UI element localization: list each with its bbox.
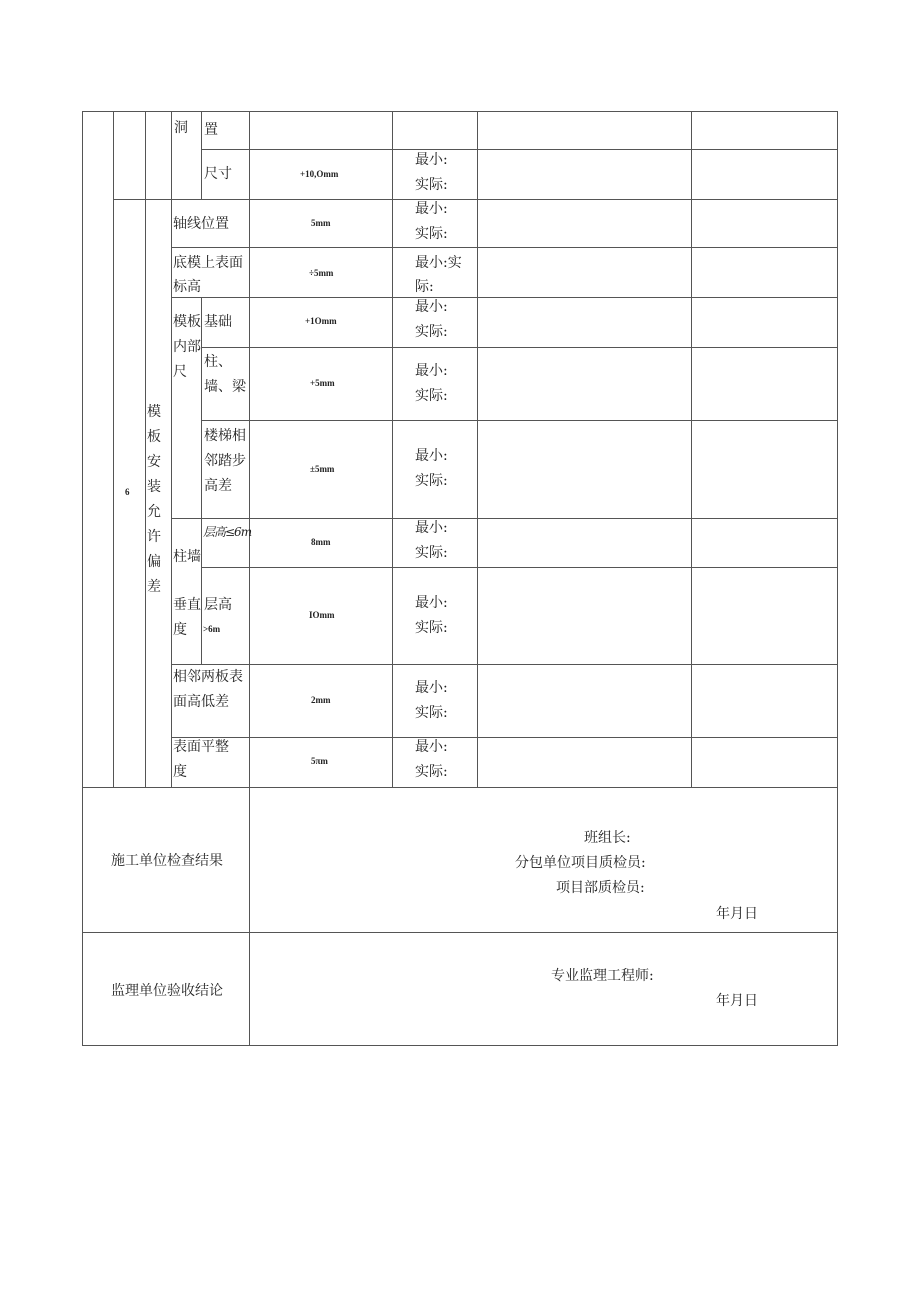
supervision-conclusion-label: 监理单位验收结论 [111,983,223,999]
hole-label: 洞 [174,120,188,136]
stair-tolerance: ±5mm [310,464,335,474]
construction-result-label: 施工单位检查结果 [111,853,223,869]
hole-size-label: 尺寸 [204,166,232,182]
axis-tolerance: 5mm [311,218,331,228]
verticality-label-top: 柱墙 [173,549,201,565]
supervision-date: 年月日 [716,993,758,1009]
foundation-tolerance: +1Omm [305,316,337,326]
story-gt-6-label-1: 层高 [204,597,232,613]
bottom-elev-label-1: 底模上表面 [173,255,243,271]
adjacent-min: 最小: [415,680,448,696]
column-wall-beam-label: 柱、墙、梁 [204,354,246,395]
bottom-elev-tolerance: ÷5mm [309,268,334,278]
axis-actual: 实际: [415,226,448,242]
flatness-actual: 实际: [415,764,448,780]
team-leader-label: 班组长: [584,830,631,846]
story-le-6-min: 最小: [415,520,448,536]
story-gt-6-tolerance: IOmm [309,610,335,620]
hole-size-min: 最小: [415,152,448,168]
adjacent-tolerance: 2mm [311,695,331,705]
story-gt-6-actual: 实际: [415,620,448,636]
bottom-elev-min: 最小:实 [415,255,462,271]
bottom-elev-label-2: 标高 [173,279,201,295]
bottom-elev-actual: 际: [415,279,434,295]
construction-date: 年月日 [716,906,758,922]
foundation-actual: 实际: [415,324,448,340]
story-gt-6-label-2: >6m [203,624,221,634]
column-wall-beam-tolerance: +5mm [310,378,335,388]
axis-min: 最小: [415,201,448,217]
hole-position-label: 置 [204,122,218,138]
column-wall-beam-actual: 实际: [415,388,448,404]
supervision-engineer-label: 专业监理工程师: [551,968,654,984]
stair-min: 最小: [415,448,448,464]
stair-label: 楼梯相邻踏步高差 [204,428,246,494]
flatness-label: 表面平整度 [173,739,229,780]
story-le-6-tolerance: 8mm [311,537,331,547]
story-gt-6-min: 最小: [415,595,448,611]
foundation-label: 基础 [204,314,232,330]
sub-inspector-label: 分包单位项目质检员: [515,855,646,871]
foundation-min: 最小: [415,299,448,315]
hole-size-tolerance: +10,Omm [300,169,339,179]
inner-size-group-label: 模板内部尺 [173,314,201,380]
column-wall-beam-min: 最小: [415,363,448,379]
project-inspector-label: 项目部质检员: [556,880,645,896]
item-number: 6 [125,487,130,497]
flatness-min: 最小: [415,739,448,755]
verticality-label-bottom: 垂直度 [173,597,201,638]
category-label: 模板安装允许偏差 [147,404,161,595]
hole-size-actual: 实际: [415,177,448,193]
flatness-tolerance: 5πm [311,756,328,766]
axis-label: 轴线位置 [173,216,229,232]
adjacent-actual: 实际: [415,705,448,721]
story-le-6-label: 层高≤6m [203,525,252,539]
stair-actual: 实际: [415,473,448,489]
adjacent-label: 相邻两板表面高低差 [173,669,243,710]
story-le-6-actual: 实际: [415,545,448,561]
